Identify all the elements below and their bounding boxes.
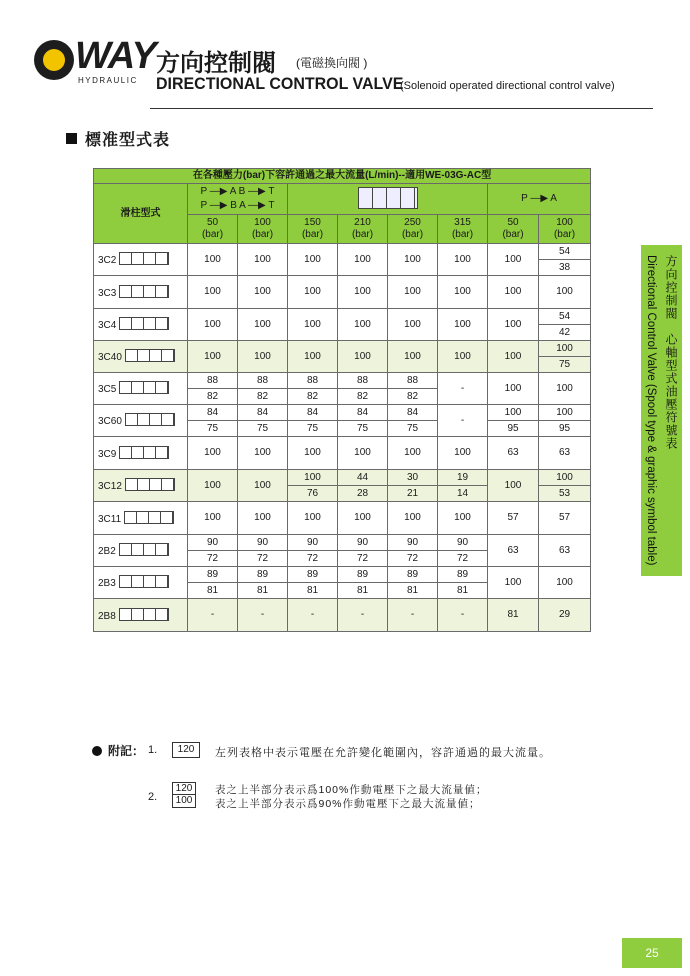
spool-code-label: 2B3 [98, 578, 116, 589]
spool-code-label: 3C12 [98, 481, 122, 492]
table-cell: 82 [188, 389, 238, 405]
table-cell: 100 [488, 341, 539, 373]
pressure-header: 210 (bar) [338, 215, 388, 244]
table-cell: 82 [238, 389, 288, 405]
table-cell: 88 [288, 373, 338, 389]
logo-wordmark: WAY [75, 35, 156, 77]
table-cell: 75 [388, 421, 438, 437]
way-hydraulic-logo [34, 35, 156, 88]
note1-text: 左列表格中表示電壓在允許變化範圍內，容許通過的最大流量。 [215, 747, 551, 759]
table-cell: 19 [438, 470, 488, 486]
section-title: 標准型式表 [66, 127, 170, 150]
table-cell: 28 [338, 486, 388, 502]
table-cell: 57 [539, 502, 591, 535]
spool-code [94, 309, 188, 341]
table-cell: 89 [438, 567, 488, 583]
title-en: DIRECTIONAL CONTROL VALVE [156, 74, 404, 93]
table-cell: 84 [288, 405, 338, 421]
table-cell: 63 [488, 535, 539, 567]
table-cell: 100 [388, 244, 438, 276]
spool-code [94, 341, 188, 373]
table-cell: 100 [488, 405, 539, 421]
table-cell: 81 [388, 583, 438, 599]
table-cell: 100 [238, 276, 288, 309]
note2-line1: 表之上半部分表示爲100%作動電壓下之最大流量値； [215, 784, 488, 796]
table-cell: - [388, 599, 438, 632]
spool-symbol-icon [125, 413, 175, 426]
table-cell: 100 [238, 502, 288, 535]
table-cell: 100 [488, 309, 539, 341]
table-cell: 90 [338, 535, 388, 551]
logo-subtitle: HYDRAULIC [78, 76, 138, 85]
spool-symbol-icon [119, 317, 169, 330]
table-cell: 44 [338, 470, 388, 486]
table-cell: 75 [539, 357, 591, 373]
flow2-header: P —▶ A [488, 184, 591, 215]
pressure-header: 250 (bar) [388, 215, 438, 244]
table-cell: 89 [338, 567, 388, 583]
table-cell: 81 [288, 583, 338, 599]
spool-symbol-icon [119, 608, 169, 621]
spool-code [94, 470, 188, 502]
table-cell: 100 [539, 276, 591, 309]
table-row [94, 502, 591, 535]
title-cn-sub: (電磁換向閥 ) [296, 56, 368, 70]
spool-code [94, 244, 188, 276]
valve-symbol-icon [358, 187, 418, 209]
table-row [94, 599, 591, 632]
table-cell: 100 [288, 502, 338, 535]
table-cell: 88 [188, 373, 238, 389]
table-cell: 100 [539, 567, 591, 599]
table-row [94, 373, 591, 389]
spool-code-label: 3C3 [98, 287, 117, 299]
table-cell: 100 [539, 470, 591, 486]
flow-table [93, 168, 591, 632]
pressure-header: 50 (bar) [488, 215, 539, 244]
flow1-header: P —▶ A B —▶ T P —▶ B A —▶ T [188, 184, 288, 215]
table-cell: 63 [539, 437, 591, 470]
notes-label: 附記： [92, 742, 144, 759]
spool-symbol-icon [124, 511, 174, 524]
table-cell: 72 [388, 551, 438, 567]
table-cell: 100 [338, 309, 388, 341]
table-cell: 100 [338, 502, 388, 535]
table-cell: 63 [488, 437, 539, 470]
spool-symbol-icon [125, 478, 175, 491]
table-cell: 100 [288, 437, 338, 470]
table-cell: 75 [288, 421, 338, 437]
table-cell: 100 [338, 341, 388, 373]
table-cell: 84 [238, 405, 288, 421]
table-row [94, 567, 591, 583]
spool-code-label: 3C60 [98, 416, 122, 427]
table-cell: 100 [539, 373, 591, 405]
table-cell: 100 [438, 437, 488, 470]
table-cell: 100 [488, 373, 539, 405]
table-cell: 89 [188, 567, 238, 583]
table-cell: 84 [188, 405, 238, 421]
note2-number: 2. [148, 791, 158, 803]
table-cell: 82 [388, 389, 438, 405]
table-row [94, 276, 591, 309]
table-cell: 100 [188, 437, 238, 470]
table-cell: - [238, 599, 288, 632]
table-cell: - [438, 373, 488, 405]
table-cell: 76 [288, 486, 338, 502]
spool-code [94, 437, 188, 470]
table-cell: 100 [188, 309, 238, 341]
table-cell: 100 [438, 502, 488, 535]
table-cell: 90 [288, 535, 338, 551]
table-cell: 100 [238, 437, 288, 470]
spool-code [94, 405, 188, 437]
table-cell: 82 [338, 389, 388, 405]
table-cell: 100 [438, 276, 488, 309]
table-cell: 57 [488, 502, 539, 535]
table-cell: 100 [188, 276, 238, 309]
table-row [94, 309, 591, 325]
spool-symbol-icon [119, 575, 169, 588]
spool-code [94, 373, 188, 405]
table-cell: 100 [188, 244, 238, 276]
bullet-icon [92, 746, 102, 756]
spool-symbol-icon [119, 543, 169, 556]
table-cell: 100 [338, 437, 388, 470]
table-row [94, 341, 591, 357]
table-cell: 100 [438, 309, 488, 341]
spool-code [94, 599, 188, 632]
pressure-header: 50 (bar) [188, 215, 238, 244]
pressure-header: 100 (bar) [238, 215, 288, 244]
side-tab-en: Directional Control Valve (Spool type & graphic symbol table) [645, 255, 657, 566]
pressure-header: 315 (bar) [438, 215, 488, 244]
table-title-row [94, 169, 591, 184]
table-cell: 88 [388, 373, 438, 389]
table-row [94, 405, 591, 421]
table-row [94, 470, 591, 486]
spool-symbol-icon [119, 285, 169, 298]
table-cell: 54 [539, 309, 591, 325]
note1-number: 1. [148, 744, 158, 756]
spool-code-label: 3C9 [98, 448, 117, 460]
table-cell: 100 [288, 470, 338, 486]
title-cn: 方向控制閥 [156, 50, 276, 77]
table-cell: 75 [238, 421, 288, 437]
table-cell: 84 [388, 405, 438, 421]
table-cell: 100 [488, 244, 539, 276]
note2-box: 120 100 [172, 782, 196, 808]
table-cell: 100 [539, 405, 591, 421]
table-cell: 100 [288, 244, 338, 276]
pressure-header: 150 (bar) [288, 215, 338, 244]
title-en-sub: (Solenoid operated directional control valve) [400, 80, 615, 92]
table-cell: - [438, 599, 488, 632]
note1-box: 120 [172, 742, 200, 758]
table-cell: 72 [238, 551, 288, 567]
table-cell: 100 [288, 309, 338, 341]
spool-type-label: 滑柱型式 [94, 184, 188, 244]
table-cell: 82 [288, 389, 338, 405]
spool-symbol-icon [119, 381, 169, 394]
table-row [94, 244, 591, 260]
table-cell: 81 [238, 583, 288, 599]
table-cell: - [438, 405, 488, 437]
table-cell: 63 [539, 535, 591, 567]
spool-code-label: 3C5 [98, 384, 117, 395]
table-cell: 81 [438, 583, 488, 599]
table-cell: 100 [488, 567, 539, 599]
spool-code-label: 3C4 [98, 320, 117, 331]
spool-code-label: 2B2 [98, 546, 116, 557]
spool-code [94, 276, 188, 309]
table-cell: 100 [438, 244, 488, 276]
logo-ring-icon [34, 40, 74, 80]
table-cell: 100 [238, 309, 288, 341]
table-cell: 42 [539, 325, 591, 341]
spool-code [94, 567, 188, 599]
table-cell: 88 [338, 373, 388, 389]
table-cell: 72 [188, 551, 238, 567]
table-row [94, 437, 591, 470]
table-cell: 14 [438, 486, 488, 502]
table-cell: 90 [388, 535, 438, 551]
table-cell: 100 [238, 244, 288, 276]
table-cell: 100 [288, 341, 338, 373]
table-cell: 100 [539, 341, 591, 357]
table-cell: 53 [539, 486, 591, 502]
table-cell: - [288, 599, 338, 632]
spool-symbol-icon [119, 446, 169, 459]
table-cell: - [188, 599, 238, 632]
table-cell: 100 [188, 341, 238, 373]
table-cell: 95 [488, 421, 539, 437]
table-cell: 100 [238, 341, 288, 373]
spool-symbol-icon [125, 349, 175, 362]
table-cell: 89 [388, 567, 438, 583]
table-cell: 21 [388, 486, 438, 502]
spool-symbol-icon [119, 252, 169, 265]
table-cell: 72 [338, 551, 388, 567]
table-cell: 100 [188, 470, 238, 502]
spool-code-label: 3C40 [98, 352, 122, 363]
table-cell: 100 [338, 276, 388, 309]
table-cell: 88 [238, 373, 288, 389]
table-cell: 100 [488, 470, 539, 502]
spool-code [94, 535, 188, 567]
table-cell: 81 [488, 599, 539, 632]
table-cell: 100 [388, 309, 438, 341]
table-title: 在各種壓力(bar)下容許通過之最大流量(L/min)--適用WE-03G-AC型 [94, 169, 591, 184]
table-cell: 90 [238, 535, 288, 551]
table-row [94, 535, 591, 551]
table-cell: 90 [188, 535, 238, 551]
table-cell: 81 [188, 583, 238, 599]
table-cell: 100 [388, 437, 438, 470]
table-cell: 100 [388, 276, 438, 309]
table-cell: 100 [438, 341, 488, 373]
table-cell: 100 [388, 502, 438, 535]
square-bullet-icon [66, 133, 77, 144]
table-cell: 30 [388, 470, 438, 486]
table-cell: 89 [288, 567, 338, 583]
side-tab-cn: 方向控制閥 心軸型式油壓符號表 [664, 255, 678, 450]
table-cell: 81 [338, 583, 388, 599]
page-number: 25 [622, 938, 682, 968]
header-divider [150, 108, 653, 109]
table-cell: 72 [438, 551, 488, 567]
table-cell: 38 [539, 260, 591, 276]
table-cell: 84 [338, 405, 388, 421]
table-header-row [94, 184, 591, 215]
valve-symbol-header [288, 184, 488, 215]
table-cell: 90 [438, 535, 488, 551]
table-cell: 95 [539, 421, 591, 437]
table-cell: 100 [288, 276, 338, 309]
table-cell: 75 [188, 421, 238, 437]
note2-line2: 表之上半部分表示爲90%作動電壓下之最大流量値； [215, 798, 481, 810]
table-cell: 100 [188, 502, 238, 535]
spool-code-label: 2B8 [98, 610, 116, 622]
table-cell: - [338, 599, 388, 632]
spool-code [94, 502, 188, 535]
table-cell: 29 [539, 599, 591, 632]
spool-code-label: 3C2 [98, 255, 117, 266]
pressure-header: 100 (bar) [539, 215, 591, 244]
table-cell: 100 [238, 470, 288, 502]
table-cell: 89 [238, 567, 288, 583]
table-cell: 75 [338, 421, 388, 437]
table-cell: 100 [488, 276, 539, 309]
table-cell: 72 [288, 551, 338, 567]
spool-code-label: 3C11 [98, 513, 122, 525]
table-cell: 100 [338, 244, 388, 276]
table-cell: 54 [539, 244, 591, 260]
table-cell: 100 [388, 341, 438, 373]
